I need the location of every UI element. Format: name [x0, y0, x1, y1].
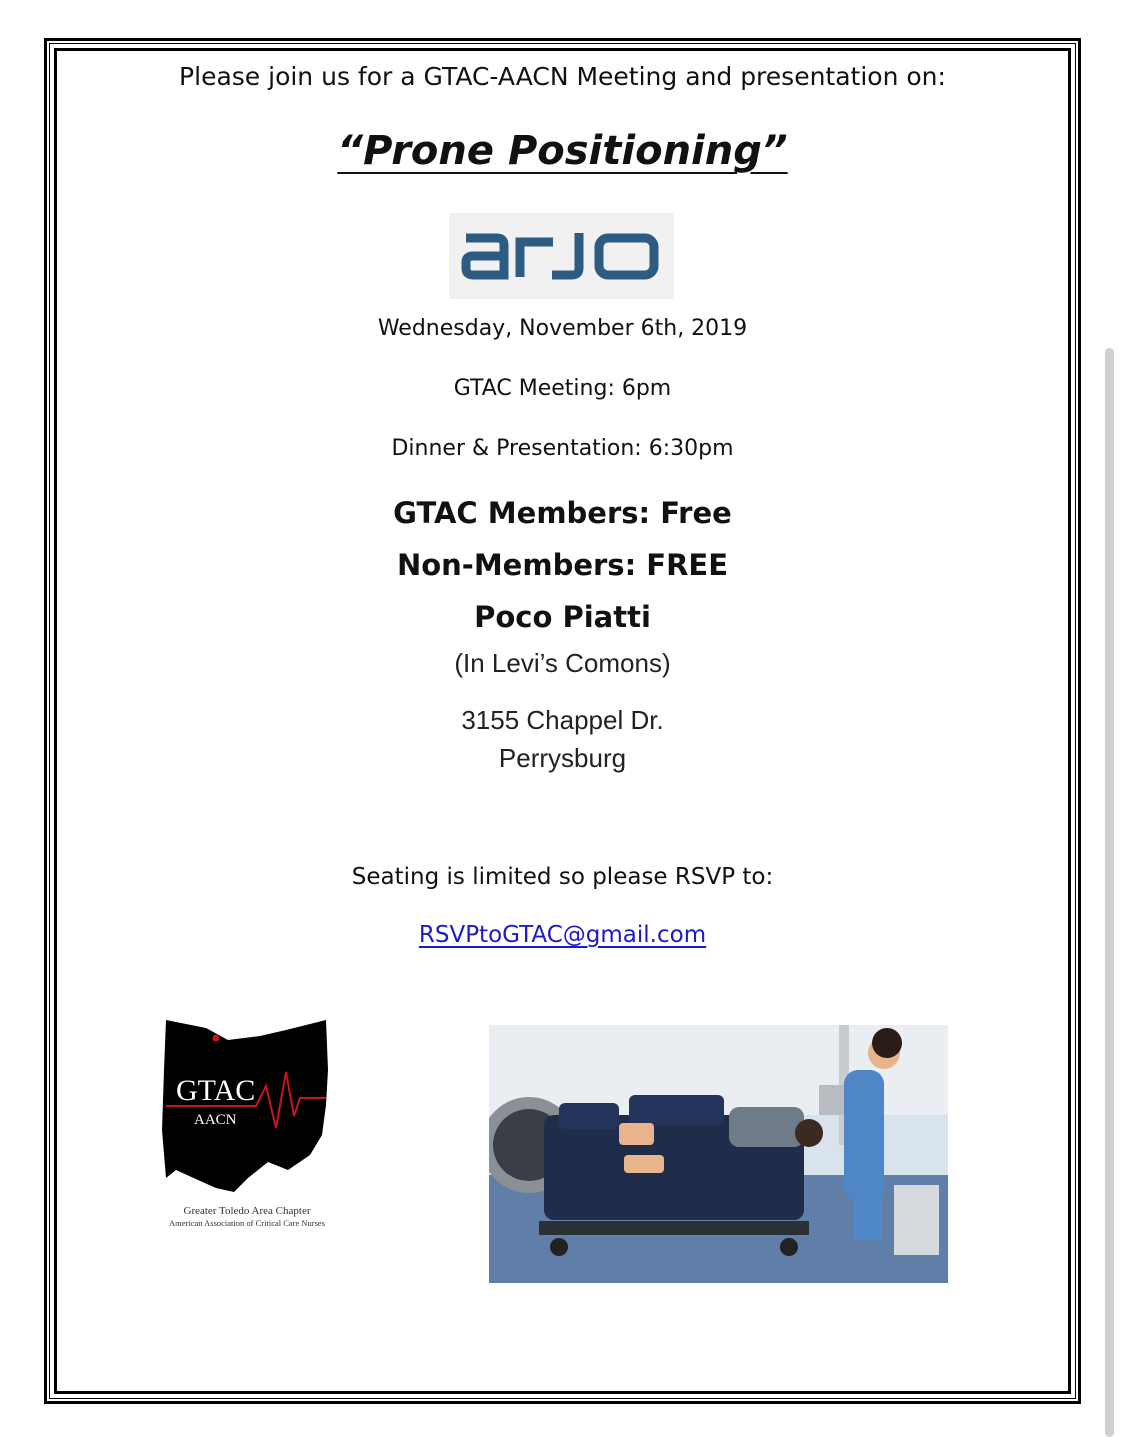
- venue-address: 3155 Chappel Dr.: [461, 705, 664, 735]
- gtac-logo-chapter: Greater Toledo Area Chapter: [183, 1205, 311, 1217]
- event-date: Wednesday, November 6th, 2019: [377, 316, 748, 341]
- prone-bed-photo: [489, 1025, 948, 1283]
- rsvp-email-link[interactable]: RSVPtoGTAC@gmail.com: [418, 922, 707, 948]
- arjo-logo-mark: [449, 213, 674, 299]
- rsvp-text: Seating is limited so please RSVP to:: [351, 864, 774, 890]
- gtac-logo-name: GTAC: [176, 1074, 256, 1107]
- venue-name: Poco Piatti: [474, 600, 651, 634]
- nonmembers-price: Non-Members: FREE: [396, 548, 729, 582]
- intro-text: Please join us for a GTAC-AACN Meeting and presentation on:: [179, 62, 946, 91]
- rsvp-email: [0, 922, 1125, 948]
- event-title-text: “Prone Positioning”: [337, 128, 788, 174]
- meeting-time: GTAC Meeting: 6pm: [453, 376, 672, 401]
- venue-note: (In Levi’s Comons): [454, 648, 671, 678]
- event-title: [0, 128, 1125, 174]
- members-price: GTAC Members: Free: [393, 496, 732, 530]
- prone-bed-photo-illustration: [489, 1025, 948, 1283]
- arjo-logo: [449, 213, 674, 299]
- gtac-ohio-logo-mark: [136, 1010, 358, 1242]
- gtac-logo-association: American Association of Critical Care Nurses: [168, 1218, 326, 1228]
- gtac-logo-sub: AACN: [194, 1112, 237, 1128]
- venue-city: Perrysburg: [498, 743, 627, 773]
- gtac-aacn-logo: [136, 1010, 358, 1242]
- dinner-time: Dinner & Presentation: 6:30pm: [391, 436, 734, 461]
